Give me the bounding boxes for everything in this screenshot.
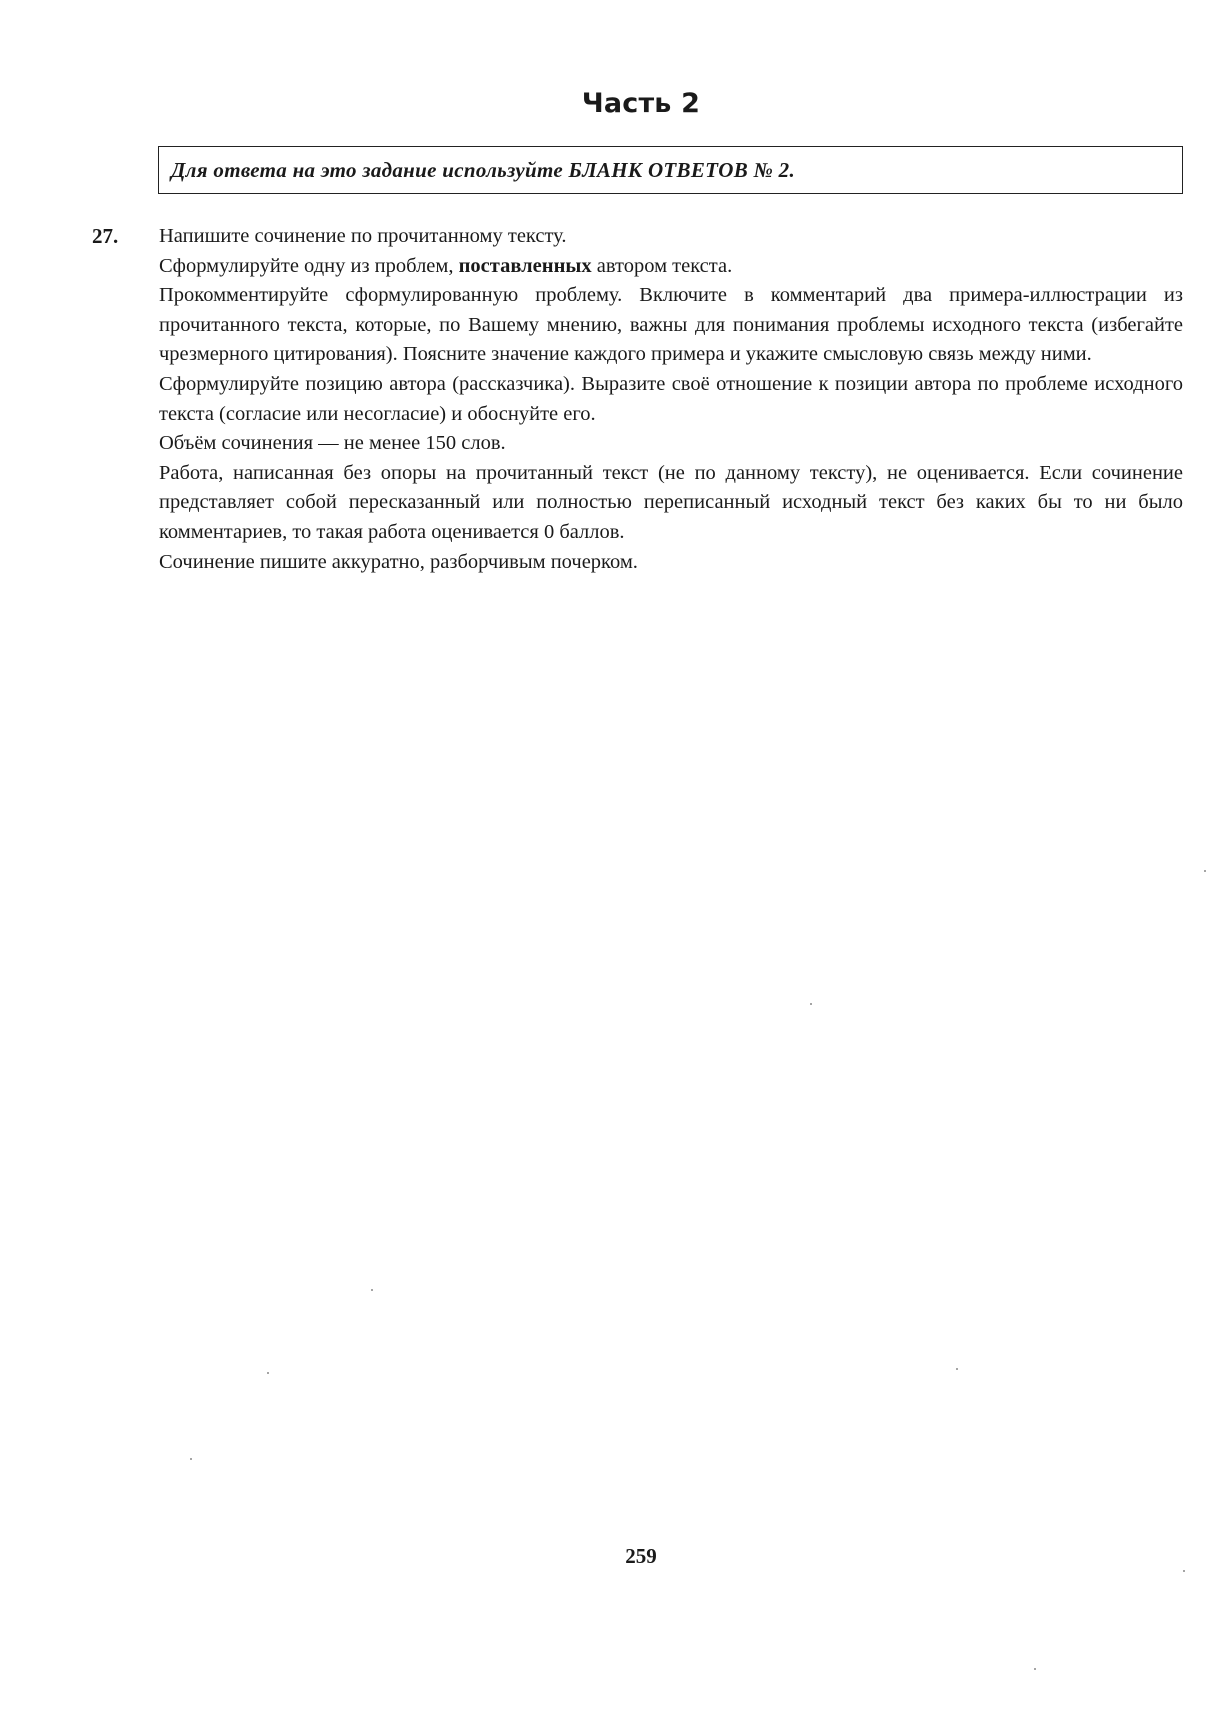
scan-speck <box>956 1368 958 1370</box>
task-paragraph-position: Сформулируйте позицию автора (рассказчика). Выразите своё отношение к позиции автора по проблеме исходного текста (согласие или несогласие) и обоснуйте его. <box>159 372 1183 425</box>
scan-speck <box>371 1289 373 1291</box>
page-title: Часть 2 <box>581 88 701 119</box>
task-line-2-start: Сформулируйте одну из проблем, <box>159 254 459 277</box>
task-paragraph-comment: Прокомментируйте сформулированную проблему. Включите в комментарий два примера-иллюстрации из прочитанного текста, которые, по Вашему мнению, важны для понимания проблемы исходного текста (избегайте чрезмерного цитирования). Поясните значение каждого примера и укажите смысловую связь между ними. <box>159 284 1183 366</box>
scan-speck <box>190 1458 192 1460</box>
task-paragraph-handwriting: Сочинение пишите аккуратно, разборчивым почерком. <box>159 550 638 573</box>
scan-speck <box>1204 870 1206 872</box>
scan-speck <box>1034 1668 1036 1670</box>
task-number: 27. <box>92 224 119 248</box>
scan-speck <box>810 1003 812 1005</box>
page-number: 259 <box>625 1544 657 1568</box>
task-line-2-bold: поставленных <box>458 254 592 277</box>
instruction-text: Для ответа на это задание используйте БЛАНК ОТВЕТОВ № 2. <box>171 157 796 182</box>
task-line-1: Напишите сочинение по прочитанному тексту. <box>159 225 567 247</box>
task-paragraph-evaluation: Работа, написанная без опоры на прочитанный текст (не по данному тексту), не оценивается. Если сочинение представляет собой пересказанный или полностью переписанный исходный текст без каких бы то ни было комментариев, то такая работа оценивается 0 баллов. <box>159 461 1183 543</box>
task-paragraph-volume: Объём сочинения — не менее 150 слов. <box>159 432 506 455</box>
instruction-box <box>158 146 1183 194</box>
scan-speck <box>1183 1570 1185 1572</box>
scan-speck <box>267 1372 269 1374</box>
task-body <box>159 222 1183 577</box>
task-line-2-end: автором текста. <box>591 254 733 277</box>
task-line-2 <box>159 252 1183 282</box>
